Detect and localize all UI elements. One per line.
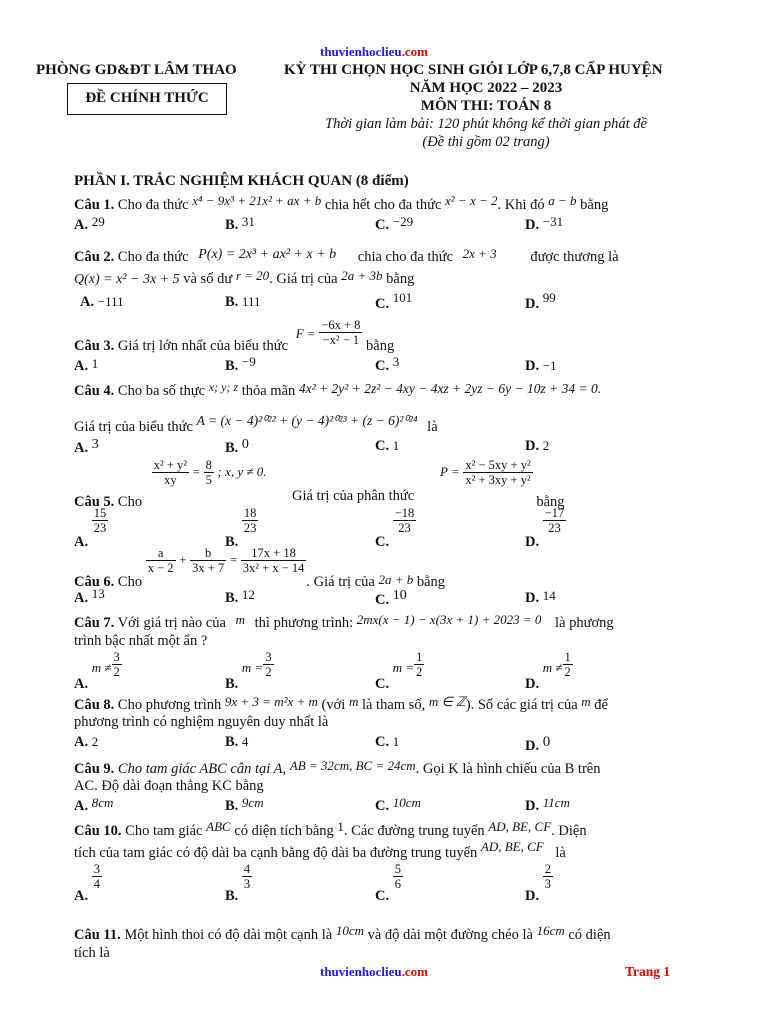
- denominator: x² + 3xy + y²: [465, 473, 531, 487]
- option-a[interactable]: [74, 358, 98, 375]
- option-letter: C.: [375, 798, 390, 814]
- numerator: −18: [394, 506, 415, 520]
- math-expression: r = 20: [235, 268, 270, 283]
- numerator: 17x + 18: [241, 546, 307, 561]
- denominator: 23: [93, 521, 107, 535]
- option-c[interactable]: [375, 354, 400, 375]
- option-value: 111: [241, 294, 261, 309]
- option-b[interactable]: [225, 587, 255, 607]
- option-letter: B.: [225, 798, 239, 814]
- math-expression: x⁴ − 9x³ + 21x² + ax + b: [192, 193, 322, 208]
- question-text: Cho: [117, 573, 143, 590]
- option-c[interactable]: [375, 214, 414, 234]
- option-letter: C.: [375, 887, 390, 904]
- math-expression: AB = 32cm, BC = 24cm: [289, 758, 416, 773]
- numerator: 4: [243, 862, 251, 876]
- option-d[interactable]: [525, 862, 553, 904]
- option-letter: D.: [525, 533, 540, 550]
- numerator: b: [190, 546, 226, 561]
- math-expression: F =: [295, 325, 316, 341]
- exam-subject: MÔN THI: TOÁN 8: [420, 98, 552, 114]
- question-text: Cho đa thức: [117, 249, 189, 265]
- denominator: 3: [544, 877, 551, 891]
- option-value: 10cm: [392, 795, 421, 810]
- question-text: . Giá trị của: [269, 271, 338, 287]
- fraction: [414, 650, 424, 679]
- option-letter: B.: [225, 675, 239, 692]
- option-letter: D.: [525, 887, 540, 904]
- option-a[interactable]: [74, 437, 99, 457]
- fraction: [463, 458, 532, 487]
- option-value: 4: [241, 734, 249, 749]
- fraction: [242, 506, 259, 535]
- option-b[interactable]: [225, 294, 260, 311]
- option-d[interactable]: [525, 290, 556, 313]
- question-label: Câu 1.: [74, 197, 115, 213]
- math-expression: m ≠: [91, 659, 112, 675]
- question-1: [74, 193, 609, 214]
- option-letter: B.: [225, 440, 239, 456]
- option-c[interactable]: [375, 862, 403, 904]
- denominator: 23: [398, 521, 411, 535]
- question-10: [74, 819, 694, 840]
- question-text: có diện: [568, 927, 611, 943]
- watermark-tld: .com: [401, 44, 428, 59]
- option-value: 1: [392, 438, 400, 453]
- math-expression: AD, BE, CF: [480, 839, 544, 854]
- option-a[interactable]: [74, 506, 108, 550]
- question-text: Giá trị của biểu thức: [74, 419, 193, 435]
- question-text: . Khi đó: [497, 197, 545, 213]
- question-4-line2: [74, 412, 438, 435]
- official-exam-label: ĐỀ CHÍNH THỨC: [85, 90, 209, 106]
- question-label: Câu 5.: [74, 493, 115, 510]
- option-letter: C.: [375, 675, 390, 692]
- option-letter: C.: [375, 592, 390, 608]
- question-text: Cho: [117, 493, 143, 510]
- fraction: [563, 650, 573, 679]
- option-value: 31: [241, 214, 255, 229]
- math-expression: 16cm: [536, 923, 565, 938]
- fraction: [152, 458, 189, 487]
- option-a[interactable]: [74, 214, 105, 234]
- math-expression: Q(x) = x² − 3x + 5: [74, 272, 180, 287]
- option-letter: A.: [74, 533, 89, 550]
- option-letter: D.: [525, 590, 540, 606]
- question-text: ). Số các giá trị của: [465, 697, 578, 713]
- numerator: x² − 5xy + y²: [465, 458, 531, 472]
- option-value: 14: [542, 588, 556, 603]
- question-text: Cho ba số thực: [117, 383, 206, 399]
- math-expression: ; x, y ≠ 0.: [217, 463, 267, 479]
- question-text: . Gọi K là hình chiếu của B trên: [415, 761, 601, 777]
- question-9-line2: AC. Độ dài đoạn thẳng KC bằng: [74, 778, 264, 794]
- fraction: [241, 546, 307, 575]
- question-text: được thương là: [530, 249, 619, 265]
- denominator: 4: [93, 877, 100, 891]
- numerator: 15: [93, 506, 107, 520]
- option-c[interactable]: [375, 795, 421, 815]
- question-8-line2: phương trình có nghiệm nguyên duy nhất là: [74, 714, 329, 730]
- numerator: 8: [205, 458, 212, 472]
- department-name: PHÒNG GD&ĐT LÂM THAO: [36, 62, 237, 78]
- school-year: NĂM HỌC 2022 – 2023: [409, 80, 563, 96]
- question-text: Giá trị lớn nhất của biểu thức: [117, 337, 289, 354]
- exam-title: KỲ THI CHỌN HỌC SINH GIỎI LỚP 6,7,8 CẤP HUYỆN: [284, 62, 663, 78]
- denominator: 2: [265, 665, 272, 679]
- fraction: [92, 862, 102, 891]
- question-5-right: [440, 458, 565, 510]
- option-c[interactable]: [375, 506, 416, 550]
- question-text: và độ dài một đường chéo là: [367, 927, 533, 943]
- fraction: [146, 546, 176, 575]
- option-d[interactable]: [525, 590, 556, 607]
- option-value: 3: [91, 437, 99, 452]
- option-letter: C.: [375, 217, 390, 233]
- question-text: là tham số,: [361, 697, 426, 713]
- question-label: Câu 8.: [74, 697, 115, 713]
- numerator: a: [146, 546, 176, 561]
- math-expression: x² − x − 2: [445, 193, 498, 208]
- watermark-top[interactable]: [320, 44, 428, 60]
- option-value: 2: [91, 734, 99, 749]
- math-expression: ABC: [206, 819, 231, 834]
- question-text: để: [594, 697, 608, 713]
- question-label: Câu 7.: [74, 615, 115, 631]
- question-text: thì phương trình:: [254, 615, 354, 631]
- exam-time: Thời gian làm bài: 120 phút không kể thời gian phát đề: [325, 116, 647, 132]
- math-expression: A = (x − 4)²⁰²² + (y − 4)²⁰²³ + (z − 6)²⁰²⁴: [196, 413, 418, 428]
- question-text: (với: [321, 697, 346, 713]
- fraction: [319, 318, 362, 347]
- question-label: Câu 11.: [74, 927, 121, 943]
- question-text: thỏa mãn: [241, 383, 296, 399]
- option-d[interactable]: [525, 358, 557, 375]
- question-text: bằng: [366, 337, 395, 354]
- question-7: [74, 614, 694, 632]
- question-text: chia cho đa thức: [357, 249, 454, 265]
- option-letter: D.: [525, 675, 540, 692]
- option-letter: A.: [74, 798, 89, 814]
- question-2: [74, 248, 694, 266]
- denominator: xy: [164, 473, 177, 487]
- option-value: −111: [97, 294, 124, 309]
- option-value: 9cm: [241, 795, 264, 810]
- question-label: Câu 2.: [74, 249, 115, 265]
- denominator: 23: [243, 521, 257, 535]
- option-letter: B.: [225, 590, 239, 606]
- option-letter: C.: [375, 734, 390, 750]
- option-c[interactable]: [375, 290, 413, 313]
- denominator: 3: [243, 877, 251, 891]
- option-c[interactable]: [375, 438, 399, 455]
- numerator: x² + y²: [153, 458, 188, 472]
- numerator: 3: [93, 862, 100, 876]
- question-label: Câu 4.: [74, 383, 115, 399]
- fraction: [204, 458, 214, 487]
- question-text: bằng: [416, 573, 446, 590]
- question-5: [74, 458, 267, 510]
- fraction: [112, 650, 122, 679]
- question-label: Câu 6.: [74, 573, 115, 590]
- denominator: 2: [564, 665, 571, 679]
- option-letter: D.: [525, 296, 540, 312]
- question-text: bằng: [580, 197, 609, 213]
- denominator: 6: [394, 877, 401, 891]
- question-5-mid: [292, 488, 414, 505]
- math-expression: m: [581, 694, 591, 709]
- option-letter: D.: [525, 438, 540, 454]
- watermark-tld: .com: [401, 964, 428, 979]
- option-c[interactable]: [375, 588, 407, 609]
- option-letter: B.: [225, 294, 239, 310]
- question-text: . Các đường trung tuyến: [343, 823, 485, 839]
- question-text: chia hết cho đa thức: [324, 197, 442, 213]
- question-text: . Diện: [551, 823, 587, 839]
- option-a[interactable]: [74, 862, 102, 904]
- option-letter: A.: [74, 358, 89, 374]
- option-letter: A.: [74, 675, 89, 692]
- denominator: 23: [548, 521, 561, 535]
- option-b[interactable]: [225, 354, 256, 375]
- option-value: 0: [241, 437, 249, 452]
- math-expression: a − b: [548, 193, 577, 208]
- option-value: 29: [91, 214, 105, 229]
- question-text: bằng: [386, 271, 415, 287]
- page-number: Trang 1: [625, 964, 671, 979]
- section-title: PHẦN I. TRẮC NGHIỆM KHÁCH QUAN (8 điểm): [74, 173, 409, 189]
- option-b[interactable]: [225, 214, 255, 234]
- math-expression: 2a + 3b: [341, 268, 383, 283]
- denominator: x − 2: [147, 561, 174, 575]
- option-letter: D.: [525, 358, 540, 374]
- question-7-line2: trình bậc nhất một ẩn ?: [74, 633, 208, 649]
- fraction: [242, 862, 252, 891]
- question-text: và số dư: [183, 271, 233, 287]
- question-text: . Giá trị của: [306, 573, 375, 590]
- question-text: Cho tam giác ABC cân tại A,: [117, 761, 287, 777]
- math-expression: P(x) = 2x³ + ax² + x + b: [198, 247, 337, 262]
- question-label: Câu 10.: [74, 823, 122, 839]
- option-d[interactable]: [525, 214, 564, 234]
- option-value: 99: [542, 290, 556, 305]
- question-label: Câu 3.: [74, 337, 115, 354]
- option-a[interactable]: [74, 586, 105, 607]
- option-letter: B.: [225, 734, 239, 750]
- fraction: [393, 862, 403, 891]
- math-expression: 10cm: [335, 923, 364, 938]
- watermark-bottom[interactable]: [320, 964, 428, 980]
- option-value: 101: [392, 290, 413, 305]
- question-11: [74, 923, 694, 944]
- option-b[interactable]: [225, 437, 249, 457]
- option-d[interactable]: [525, 795, 570, 815]
- denominator: 5: [205, 473, 212, 487]
- option-value: 3: [392, 354, 400, 369]
- option-value: 0: [542, 734, 551, 750]
- option-d[interactable]: [525, 438, 549, 455]
- numerator: 2: [544, 862, 551, 876]
- option-letter: B.: [225, 358, 239, 374]
- question-text: là: [555, 845, 566, 861]
- fraction: [543, 862, 553, 891]
- numerator: 1: [416, 650, 423, 664]
- option-letter: C.: [375, 533, 390, 550]
- math-expression: m =: [241, 659, 264, 675]
- question-text: Với giá trị nào của: [117, 615, 226, 631]
- option-letter: D.: [525, 217, 540, 233]
- watermark-brand: thuvienhoclieu: [320, 964, 402, 979]
- fraction: [92, 506, 109, 535]
- denominator: −x² − 1: [322, 333, 360, 347]
- option-a[interactable]: [74, 734, 98, 751]
- question-text: Cho đa thức: [117, 197, 189, 213]
- option-letter: C.: [375, 358, 390, 374]
- question-9: [74, 760, 600, 778]
- watermark-brand: thuvienhoclieu: [320, 44, 402, 59]
- option-value: 1: [91, 356, 99, 371]
- fraction: [190, 546, 226, 575]
- question-8: [74, 696, 608, 714]
- option-value: 11cm: [542, 795, 570, 810]
- numerator: −6x + 8: [321, 318, 361, 332]
- question-label: Câu 9.: [74, 761, 115, 777]
- option-letter: A.: [74, 590, 89, 606]
- math-expression: P =: [440, 463, 460, 479]
- question-text: tích của tam giác có độ dài ba cạnh bằng độ dài ba đường trung tuyến: [74, 845, 478, 861]
- fraction: [393, 506, 417, 535]
- option-letter: D.: [525, 738, 540, 754]
- option-value: 8cm: [91, 795, 114, 810]
- option-letter: C.: [375, 438, 390, 454]
- option-letter: A.: [74, 887, 89, 904]
- question-10-line2: [74, 839, 566, 862]
- math-expression: m: [235, 612, 246, 627]
- option-c[interactable]: [375, 650, 424, 692]
- option-a[interactable]: [74, 650, 122, 692]
- option-letter: A.: [74, 440, 89, 456]
- question-text: là phương: [555, 615, 614, 631]
- option-b[interactable]: [225, 862, 252, 904]
- numerator: 3: [265, 650, 272, 664]
- option-letter: D.: [525, 798, 540, 814]
- numerator: 3: [113, 650, 120, 664]
- math-expression: AD, BE, CF: [488, 819, 552, 834]
- option-letter: A.: [74, 217, 89, 233]
- math-expression: m =: [392, 659, 415, 675]
- option-value: 10: [392, 588, 407, 603]
- option-letter: C.: [375, 296, 390, 312]
- question-text: Cho tam giác: [125, 823, 203, 839]
- option-d[interactable]: [525, 650, 573, 692]
- math-expression: 4x² + 2y² + 2z² − 4xy − 4xz + 2yz − 6y − 10z + 34 = 0.: [298, 381, 602, 396]
- exam-page-count: (Đề thi gồm 02 trang): [422, 134, 550, 150]
- option-value: −1: [542, 358, 557, 373]
- question-2-line2: [74, 270, 414, 288]
- math-expression: 2a + b: [378, 571, 414, 587]
- question-text: có diện tích bằng: [234, 823, 334, 839]
- option-b[interactable]: [225, 795, 264, 815]
- option-letter: A.: [80, 294, 95, 310]
- question-6: Câu 6. Cho $\frac{a}{x - 2}$ + $\frac{b}{3x + 7}$ = $\frac{17x + 18}{\text{3x² + x − 14}}$ . Giá trị của 2a + b bằng: [74, 546, 446, 590]
- question-text: Giá trị của phân thức: [292, 488, 415, 504]
- option-b[interactable]: [225, 734, 248, 751]
- option-d[interactable]: [525, 734, 551, 755]
- math-expression: m ≠: [542, 659, 563, 675]
- question-text: Cho phương trình: [117, 697, 222, 713]
- question-text: bằng: [536, 493, 565, 510]
- math-expression: 2x + 3: [462, 246, 497, 261]
- numerator: 18: [243, 506, 257, 520]
- question-11-line2: tích là: [74, 945, 110, 961]
- option-letter: B.: [225, 887, 239, 904]
- option-a[interactable]: [74, 795, 114, 815]
- numerator: 1: [564, 650, 571, 664]
- option-letter: B.: [225, 533, 239, 550]
- math-expression: 9x + 3 = m²x + m: [224, 694, 318, 709]
- option-b[interactable]: [225, 506, 258, 550]
- option-value: 13: [91, 586, 105, 601]
- question-text: là: [427, 419, 438, 435]
- numerator: −17: [544, 506, 565, 520]
- question-3: [74, 318, 395, 354]
- math-expression: x; y; z: [208, 380, 239, 394]
- option-a[interactable]: [80, 294, 124, 311]
- option-value: 12: [241, 587, 255, 602]
- denominator: 3x² + x − 14: [242, 561, 305, 575]
- math-expression: m ∈ ℤ: [428, 694, 466, 709]
- math-expression: =: [192, 463, 200, 479]
- option-value: −29: [392, 214, 414, 229]
- fraction: [543, 506, 567, 535]
- option-value: 1: [392, 734, 400, 749]
- question-text: Một hình thoi có độ dài một cạnh là: [124, 927, 333, 943]
- question-4: [74, 382, 601, 400]
- denominator: 2: [416, 665, 423, 679]
- math-expression: 2mx(x − 1) − x(3x + 1) + 2023 = 0: [356, 612, 542, 627]
- option-b[interactable]: [225, 650, 274, 692]
- numerator: 5: [394, 862, 401, 876]
- fraction: [263, 650, 273, 679]
- option-c[interactable]: [375, 734, 399, 751]
- option-value: 2: [542, 438, 550, 453]
- option-d[interactable]: [525, 506, 566, 550]
- option-value: −9: [241, 354, 256, 369]
- math-expression: m: [348, 694, 359, 709]
- option-letter: B.: [225, 217, 239, 233]
- option-value: −31: [542, 214, 564, 229]
- option-letter: A.: [74, 734, 89, 750]
- denominator: 3x + 7: [192, 561, 225, 575]
- math-expression: 1: [337, 819, 344, 834]
- denominator: 2: [113, 665, 120, 679]
